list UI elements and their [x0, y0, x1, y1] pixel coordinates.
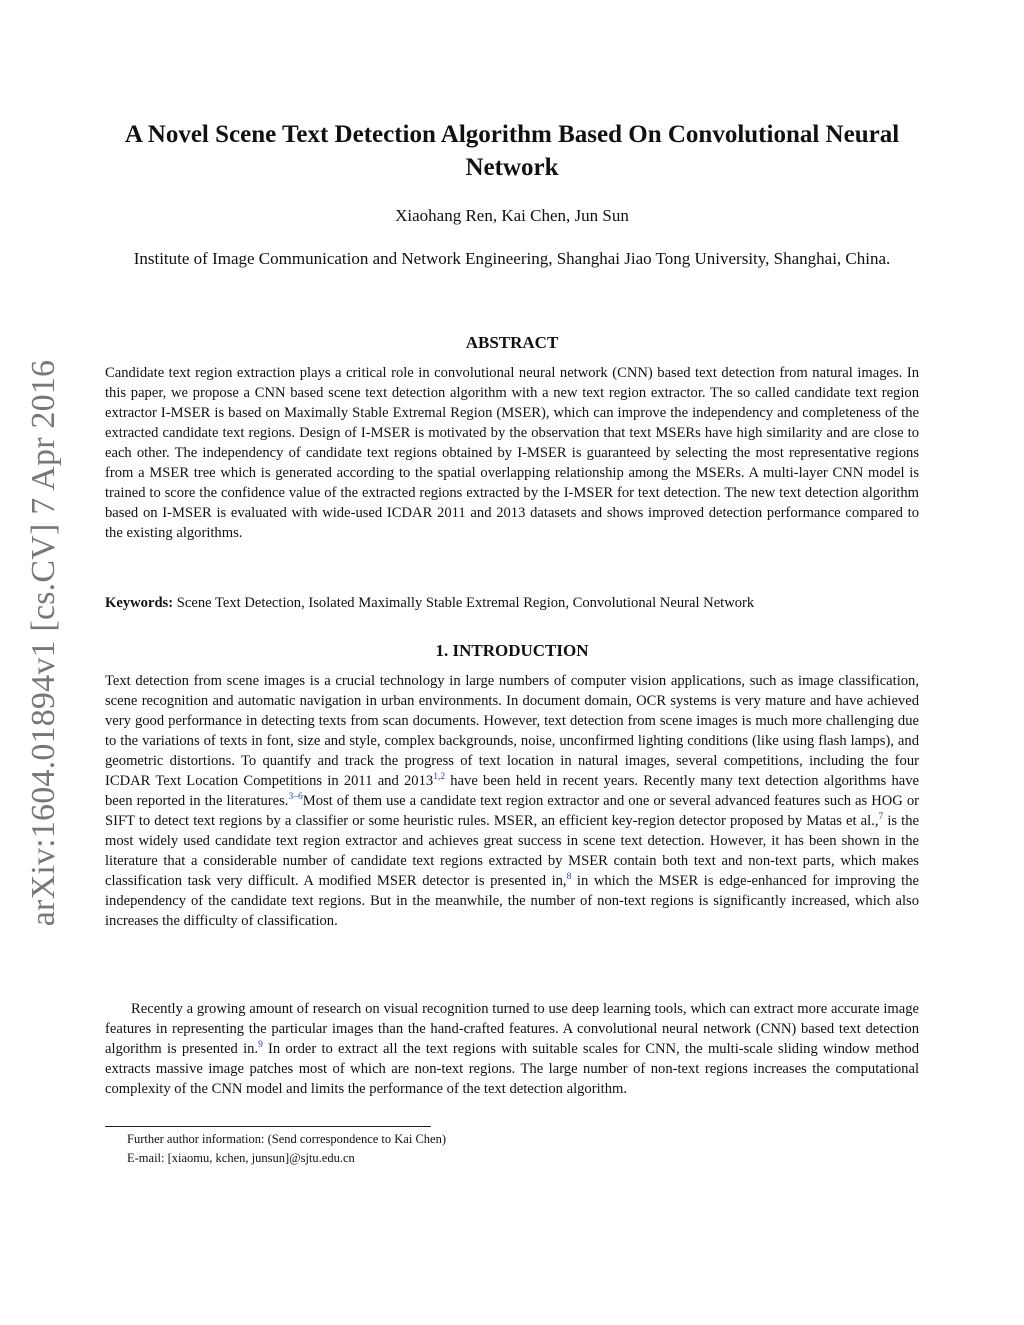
intro-p2-text-b: In order to extract all the text regions with suitable scales for CNN, the multi-scale sliding window method extracts massive image patches most of which are non-text regions. The large number of non-text regions increases the computational complexity of the CNN model and limits the performance of the text detection algorithm.: [105, 1041, 919, 1097]
footnote-email: E-mail: [xiaomu, kchen, junsun]@sjtu.edu.cn: [127, 1151, 355, 1165]
abstract-heading: ABSTRACT: [465, 333, 559, 352]
citation-7[interactable]: 7: [878, 812, 884, 823]
authors: Xiaohang Ren, Kai Chen, Jun Sun: [395, 206, 629, 225]
citation-3-6[interactable]: 3–6: [288, 792, 303, 803]
keywords: [105, 593, 919, 613]
citation-9[interactable]: 9: [258, 1040, 263, 1051]
keywords-label: Keywords:: [105, 595, 174, 611]
intro-p1-text-a: Text detection from scene images is a crucial technology in large numbers of computer vision applications, such as image classification, scene recognition and automatic navigation in urban environments. In document domain, OCR systems is very mature and have achieved very good performance in detecting texts from scan documents. However, text detection from scene images is much more challenging due to the variations of texts in font, size and style, complex backgrounds, noise, unconfirmed lighting conditions (like using flash lamps), and geometric distortions. To quantify and track the progress of text location in natural images, several competitions, including the four ICDAR Text Location Competitions in 2011 and 2013: [105, 673, 919, 789]
footnote-correspondence: Further author information: (Send correspondence to Kai Chen): [127, 1132, 447, 1146]
intro-paragraph-2: [105, 999, 919, 1099]
abstract-text: Candidate text region extraction plays a critical role in convolutional neural network (CNN) based text detection from natural images. In this paper, we propose a CNN based scene text detection algorithm with a new text region extractor. The so called candidate text region extractor I-MSER is based on Maximally Stable Extremal Region (MSER), which can improve the independency and completeness of the extracted candidate text regions. Design of I-MSER is motivated by the observation that text MSERs have high similarity and are close to each other. The independency of candidate text regions obtained by I-MSER is guaranteed by selecting the most representative regions from a MSER tree which is generated according to the spatial overlapping relationship among the MSERs. A multi-layer CNN model is trained to score the confidence value of the extracted regions extracted by the I-MSER for text detection. The new text detection algorithm based on I-MSER is evaluated with wide-used ICDAR 2011 and 2013 datasets and shows improved detection performance compared to the existing algorithms.: [105, 365, 919, 541]
intro-p1-text-d: is the most widely used candidate text region extractor and achieves great success in scene text detection. However, it has been shown in the literature that a considerable number of candidate text regions extracted by MSER contain both text and non-text parts, which makes classification task very difficult. A modified MSER detector is presented in,: [105, 813, 919, 889]
affiliation: Institute of Image Communication and Network Engineering, Shanghai Jiao Tong University, Shanghai, China.: [133, 249, 891, 268]
intro-p1-text-e: in which the MSER is edge-enhanced for improving the independency of the candidate text regions. But in the meanwhile, the number of non-text regions is significantly increased, which also increases the difficulty of classification.: [105, 873, 919, 929]
paper-title: A Novel Scene Text Detection Algorithm Based On Convolutional Neural Network: [124, 121, 900, 181]
intro-p1-text-b: have been held in recent years. Recently many text detection algorithms have been reported in the literatures.: [105, 773, 919, 809]
arxiv-id-text: arXiv:1604.01894v1 [cs.CV] 7 Apr 2016: [25, 359, 62, 927]
keywords-text: Scene Text Detection, Isolated Maximally Stable Extremal Region, Convolutional Neural Network: [176, 595, 755, 611]
arxiv-side-stamp: [20, 358, 68, 928]
citation-8[interactable]: 8: [566, 872, 572, 883]
intro-p1-text-c: Most of them use a candidate text region extractor and one or several advanced features such as HOG or SIFT to detect text regions by a classifier or some heuristic rules. MSER, an efficient key-region detector proposed by Matas et al.,: [105, 793, 920, 829]
intro-paragraph-1: [105, 671, 919, 931]
citation-1-2[interactable]: 1,2: [433, 772, 446, 783]
introduction-heading: 1. INTRODUCTION: [435, 641, 589, 660]
footnote-divider: [105, 1126, 431, 1127]
intro-p2-text-a: Recently a growing amount of research on visual recognition turned to use deep learning tools, which can extract more accurate image features in representing the particular images than the hand-crafted features. A convolutional neural network (CNN) based text detection algorithm is presented in.: [105, 1001, 919, 1057]
